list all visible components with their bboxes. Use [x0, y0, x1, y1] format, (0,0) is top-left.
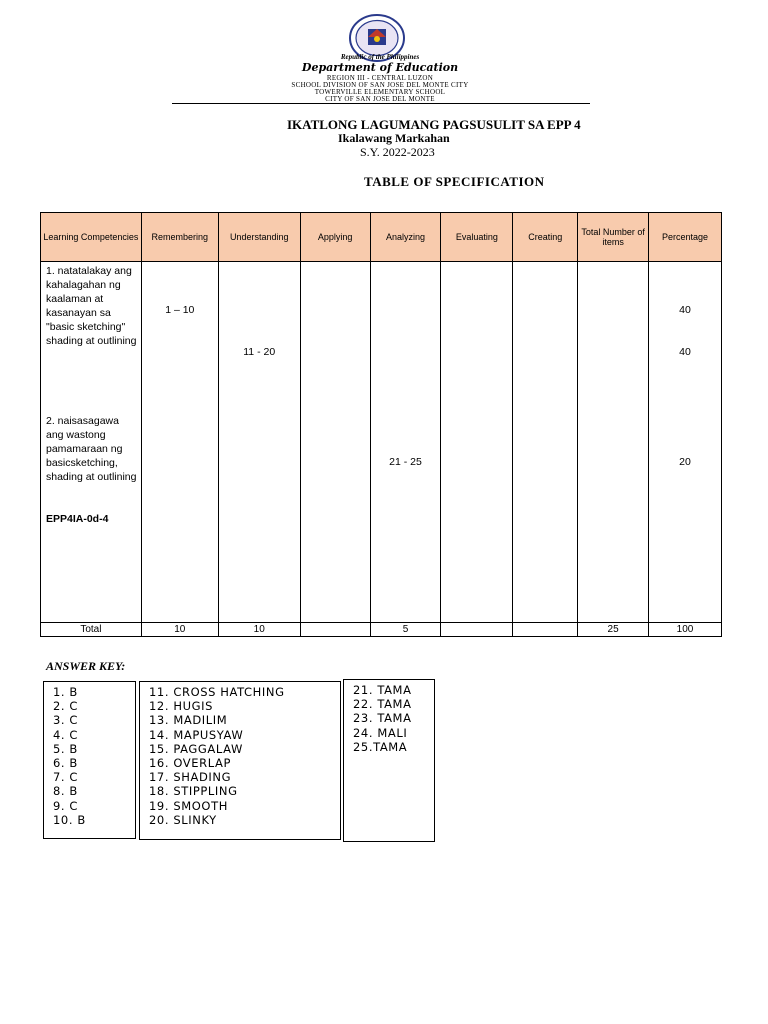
percentage-2: 40	[679, 346, 691, 358]
understanding-cell	[218, 262, 300, 623]
list-item: 25.TAMA	[353, 739, 408, 754]
header-remembering: Remembering	[141, 213, 218, 262]
exam-title: IKATLONG LAGUMANG PAGSUSULIT SA EPP 4	[287, 117, 581, 132]
percentage-1: 40	[679, 304, 691, 316]
department-name: Department of Education	[301, 61, 459, 74]
header-evaluating: Evaluating	[441, 213, 513, 262]
list-item: 6. B	[53, 756, 78, 771]
list-item: 21. TAMA	[353, 683, 412, 697]
header-total-items: Total Number of items	[578, 213, 649, 262]
list-item: 22. TAMA	[353, 697, 412, 712]
applying-cell	[300, 262, 370, 623]
creating-cell	[513, 262, 578, 623]
list-item: 16. OVERLAP	[149, 756, 231, 771]
evaluating-cell	[441, 262, 513, 623]
total-evaluating	[441, 623, 513, 637]
total-understanding: 10	[218, 623, 300, 637]
list-item: 7. C	[53, 770, 79, 785]
competency-2: 2. naisasagawa ang wastong pamamaraan ng basicsketching, shading at outlining	[46, 415, 137, 483]
total-row	[41, 623, 722, 637]
answer-key-col1	[43, 681, 136, 839]
region-line: REGION III - CENTRAL LUZON	[326, 74, 434, 82]
list-item: 10. B	[53, 812, 86, 827]
competency-code: EPP4IA-0d-4	[46, 513, 109, 525]
total-remembering: 10	[141, 623, 218, 637]
understanding-range: 11 - 20	[243, 346, 276, 358]
division-line: SCHOOL DIVISION OF SAN JOSE DEL MONTE CITY	[291, 81, 469, 89]
list-item: 23. TAMA	[353, 711, 412, 726]
remembering-range: 1 – 10	[165, 304, 195, 316]
list-item: 17. SHADING	[149, 770, 232, 785]
republic-text: Republic of the Philippines	[340, 53, 420, 61]
remembering-cell	[141, 262, 218, 623]
list-item: 11. CROSS HATCHING	[149, 685, 285, 699]
percentage-3: 20	[679, 456, 691, 468]
answer-key-col2	[139, 681, 341, 840]
answer-key-label: ANSWER KEY:	[46, 659, 126, 673]
list-item: 20. SLINKY	[149, 812, 217, 827]
list-item: 8. B	[53, 784, 78, 799]
list-item: 19. SMOOTH	[149, 798, 228, 813]
list-item: 1. B	[53, 685, 78, 699]
table-body-row	[41, 262, 722, 623]
school-year: S.Y. 2022-2023	[360, 145, 435, 159]
header-analyzing: Analyzing	[370, 213, 441, 262]
total-creating	[513, 623, 578, 637]
school-line: TOWERVILLE ELEMENTARY SCHOOL	[314, 88, 446, 96]
total-label: Total	[41, 623, 142, 637]
header-divider	[172, 103, 590, 104]
total-items: 25	[578, 623, 649, 637]
list-item: 12. HUGIS	[149, 699, 214, 714]
quarter-title: Ikalawang Markahan	[338, 131, 450, 145]
list-item: 5. B	[53, 741, 78, 756]
list-item: 4. C	[53, 727, 79, 742]
answer-key-col3	[343, 679, 435, 842]
percentage-cell	[649, 262, 722, 623]
table-header-row	[41, 213, 722, 262]
analyzing-cell	[370, 262, 441, 623]
city-line: CITY OF SAN JOSE DEL MONTE	[325, 95, 435, 103]
list-item: 24. MALI	[353, 725, 408, 740]
list-item: 18. STIPPLING	[149, 784, 238, 799]
total-applying	[300, 623, 370, 637]
header-applying: Applying	[300, 213, 370, 262]
list-item: 3. C	[53, 713, 79, 728]
competencies-cell	[41, 262, 142, 623]
total-percentage: 100	[649, 623, 722, 637]
list-item: 13. MADILIM	[149, 713, 228, 728]
competency-1: 1. natatalakay ang kahalagahan ng kaalaman at kasanayan sa "basic sketching" shading at outlining	[46, 265, 137, 347]
analyzing-range: 21 - 25	[389, 456, 422, 468]
specification-table	[40, 212, 722, 637]
list-item: 14. MAPUSYAW	[149, 727, 244, 742]
header-competencies: Learning Competencies	[41, 213, 142, 262]
total-items-cell	[578, 262, 649, 623]
tos-title: TABLE OF SPECIFICATION	[364, 174, 545, 189]
header-creating: Creating	[513, 213, 578, 262]
list-item: 9. C	[53, 798, 79, 813]
list-item: 15. PAGGALAW	[149, 741, 243, 756]
total-analyzing: 5	[370, 623, 441, 637]
header-understanding: Understanding	[218, 213, 300, 262]
header-percentage: Percentage	[649, 213, 722, 262]
list-item: 2. C	[53, 699, 79, 714]
